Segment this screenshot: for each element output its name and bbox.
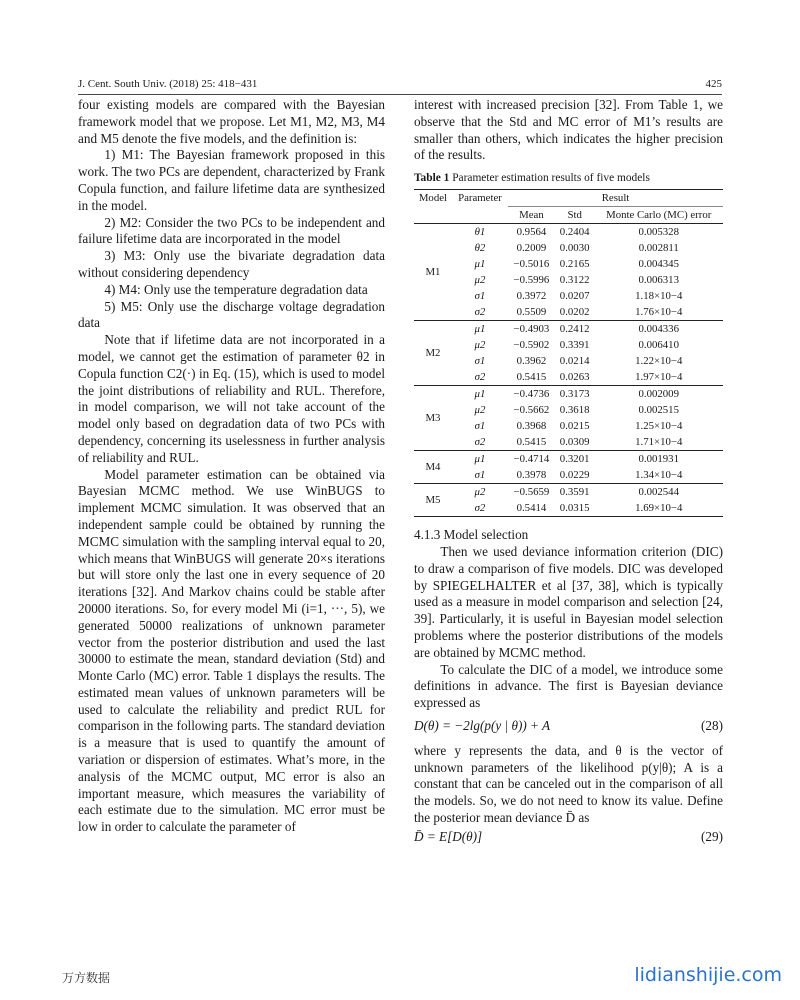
std-cell: 0.0229 (559, 469, 590, 482)
std-cell: 0.3591 (555, 484, 595, 501)
param-cell: μ1 (452, 386, 508, 403)
mc-cell: 1.18×10−4 (635, 290, 683, 303)
table-row (414, 451, 723, 468)
equation-number: (29) (701, 828, 723, 844)
wanfang-watermark: 万方数据 (62, 971, 111, 985)
mc-cell: 1.34×10−4 (635, 469, 683, 482)
std-cell: 0.3391 (559, 339, 590, 352)
table-row (414, 272, 723, 288)
model-definition-5: 5) M5: Only use the discharge voltage degradation data (78, 298, 385, 331)
table-row (414, 240, 723, 256)
std-cell: 0.0207 (559, 290, 590, 303)
std-cell: 0.3618 (559, 404, 590, 417)
mc-cell: 0.004345 (638, 258, 679, 271)
std-cell: 0.0309 (559, 436, 590, 449)
std-cell: 0.0315 (555, 500, 595, 517)
equation-number: (28) (701, 717, 723, 733)
param-cell: θ1 (452, 224, 508, 241)
param-cell: μ2 (474, 339, 486, 352)
paragraph: Then we used deviance information criterion (DIC) to draw a comparison of five models. DIC was developed by SPIEGELHALTER et al [37, 38], which is typically used as a measure in model comparison and selection [24, 39]. Particularly, it is useful in Bayesian model selection problems where the posterior distributions of the models are obtained by MCMC method. (414, 543, 723, 660)
param-cell: σ1 (474, 290, 486, 303)
param-cell: σ1 (474, 420, 486, 433)
param-cell: σ2 (474, 436, 486, 449)
std-cell: 0.3122 (559, 274, 590, 287)
mean-cell: 0.2009 (516, 242, 547, 255)
mean-cell: 0.3972 (516, 290, 547, 303)
mean-cell: 0.5415 (516, 436, 547, 449)
col-header-mc: Monte Carlo (MC) error (606, 209, 712, 222)
std-cell: 0.2165 (559, 258, 590, 271)
model-definition-3: 3) M3: Only use the bivariate degradation data without considering dependency (78, 248, 385, 280)
equation-29 (414, 829, 723, 846)
std-cell: 0.2404 (555, 224, 595, 241)
mean-cell: 0.3962 (516, 355, 547, 368)
model-definition-4: 4) M4: Only use the temperature degradation data (104, 281, 368, 297)
paragraph: where y represents the data, and θ is the vector of unknown parameters of the likelihood p(y|θ); A is a constant that can be canceled out in the comparison of all the models. So, we do not need to know its value. Define the posterior mean deviance D̄ as (414, 742, 723, 825)
table-row (414, 337, 723, 353)
table-row (414, 434, 723, 451)
param-cell: σ2 (452, 500, 508, 517)
model-definition-1: 1) M1: The Bayesian framework proposed in this work. The two PCs are dependent, characterized by Frank Copula function, and failure lifetime data are synthesized in the model. (78, 147, 385, 213)
paragraph: four existing models are compared with the Bayesian framework model that we propose. Let M1, M2, M3, M4 and M5 denote the five models, and the definition is: (78, 97, 385, 146)
std-cell: 0.0202 (559, 306, 590, 319)
paragraph: interest with increased precision [32]. From Table 1, we observe that the Std and MC error of M1’s results are smaller than others, which indicates the higher precision of the results. (414, 97, 723, 163)
model-cell: M4 (414, 451, 452, 484)
table-row (414, 467, 723, 484)
mean-cell: 0.5414 (508, 500, 555, 517)
mean-cell: −0.5996 (513, 274, 550, 287)
table-1 (414, 170, 723, 517)
journal-citation: J. Cent. South Univ. (2018) 25: 418−431 (78, 78, 258, 90)
std-cell: 0.0263 (559, 371, 590, 384)
param-cell: σ2 (474, 371, 486, 384)
param-cell: μ1 (452, 321, 508, 338)
mean-cell: −0.5659 (508, 484, 555, 501)
section-heading: 4.1.3 Model selection (414, 527, 529, 543)
table-row (414, 484, 723, 501)
mc-cell: 0.004336 (594, 321, 723, 338)
mean-cell: −0.4714 (508, 451, 555, 468)
page-number: 425 (705, 78, 722, 90)
mc-cell: 0.001931 (594, 451, 723, 468)
paragraph: To calculate the DIC of a model, we introduce some definitions in advance. The first is Bayesian deviance expressed as (414, 661, 723, 711)
model-cell: M1 (414, 224, 452, 321)
equation-expression: D̄ = E[D(θ)] (414, 828, 483, 844)
table-row (414, 304, 723, 321)
mean-cell: 0.5415 (516, 371, 547, 384)
param-cell: μ2 (474, 274, 486, 287)
param-cell: μ2 (474, 404, 486, 417)
mc-cell: 1.76×10−4 (635, 306, 683, 319)
mc-cell: 0.006410 (638, 339, 679, 352)
table-row (414, 369, 723, 386)
equation-28 (414, 718, 723, 735)
running-header (78, 78, 722, 94)
col-header-std: Std (567, 209, 582, 222)
table-row (414, 288, 723, 304)
model-definition-2: 2) M2: Consider the two PCs to be independent and failure lifetime data are incorporated in the model (78, 214, 385, 247)
mc-cell: 1.97×10−4 (635, 371, 683, 384)
mean-cell: −0.5662 (513, 404, 550, 417)
mean-cell: 0.3968 (516, 420, 547, 433)
col-header-model: Model (414, 190, 452, 224)
mean-cell: −0.4903 (508, 321, 555, 338)
col-header-parameter: Parameter (452, 190, 508, 224)
table-row (414, 321, 723, 338)
table-caption: Table 1 Parameter estimation results of five models (414, 172, 650, 185)
header-rule (78, 94, 722, 95)
mean-cell: 0.3978 (516, 469, 547, 482)
mc-cell: 1.22×10−4 (635, 355, 683, 368)
table-row (414, 418, 723, 434)
mc-cell: 0.002009 (594, 386, 723, 403)
table-row (414, 402, 723, 418)
param-cell: σ1 (474, 355, 486, 368)
paragraph: Model parameter estimation can be obtained via Bayesian MCMC method. We use WinBUGS to implement MCMC simulation. It was observed that an independent sample could be obtained by running the MCMC simulation with the sampling interval equal to 20, which means that WinBUGS will generate 20×s iterations but will store only the last one in every sequence of 20 iterations [32]. And Markov chains could be stable after 20000 iterations. So, for every model Mi (i=1, ···, 5), we generated 50000 realizations of unknown parameter vector from the posterior distribution and used the last 30000 to estimate the mean, standard deviation (Std) and Monte Carlo (MC) error. Table 1 displays the results. The estimated mean values of unknown parameters will be used to calculate the reliability and predict RUL for comparison in the following parts. The standard deviation is a measure that is used to quantify the amount of variation or dispersion of estimates. What’s more, in the analysis of the MCMC output, MC error is also an important measure, which measures the variability of each estimate due to the simulation. MC error must be low in order to calculate the parameter of (78, 466, 385, 835)
table-body (414, 224, 723, 517)
std-cell: 0.3173 (555, 386, 595, 403)
model-cell: M2 (414, 321, 452, 386)
right-column (414, 97, 723, 854)
mean-cell: −0.5016 (513, 258, 550, 271)
table-row (414, 500, 723, 517)
left-column (78, 97, 385, 836)
param-cell: μ1 (474, 258, 486, 271)
mc-cell: 0.002811 (638, 242, 679, 255)
mc-cell: 0.006313 (638, 274, 679, 287)
std-cell: 0.0030 (559, 242, 590, 255)
mc-cell: 1.69×10−4 (594, 500, 723, 517)
mc-cell: 0.005328 (594, 224, 723, 241)
table-row (414, 353, 723, 369)
paragraph: Note that if lifetime data are not incorporated in a model, we cannot get the estimation of parameter θ2 in Copula function C2(·) in Eq. (15), which is used to model the joint distributions of reliability and RUL. Therefore, in model comparison, we will not take account of the model only based on degradation data of two PCs with dependency, concerning its uselessness in further analysis of reliability and RUL. (78, 332, 385, 465)
std-cell: 0.3201 (555, 451, 595, 468)
mean-cell: −0.5902 (513, 339, 550, 352)
mc-cell: 0.002544 (594, 484, 723, 501)
equation-expression: D(θ) = −2lg(p(y | θ)) + A (414, 717, 551, 733)
model-cell: M3 (414, 386, 452, 451)
std-cell: 0.2412 (555, 321, 595, 338)
table-row (414, 386, 723, 403)
mean-cell: −0.4736 (508, 386, 555, 403)
table-row (414, 224, 723, 241)
param-cell: μ1 (452, 451, 508, 468)
param-cell: σ2 (474, 306, 486, 319)
param-cell: σ1 (474, 469, 486, 482)
std-cell: 0.0214 (559, 355, 590, 368)
mc-cell: 1.71×10−4 (635, 436, 683, 449)
table-row (414, 256, 723, 272)
mc-cell: 1.25×10−4 (635, 420, 683, 433)
col-header-mean: Mean (519, 209, 544, 222)
param-cell: θ2 (474, 242, 486, 255)
mc-cell: 0.002515 (638, 404, 679, 417)
col-header-result: Result (508, 190, 723, 207)
model-cell: M5 (414, 484, 452, 517)
mean-cell: 0.5509 (516, 306, 547, 319)
std-cell: 0.0215 (559, 420, 590, 433)
mean-cell: 0.9564 (508, 224, 555, 241)
param-cell: μ2 (452, 484, 508, 501)
site-watermark: lidianshijie.com (634, 964, 782, 986)
